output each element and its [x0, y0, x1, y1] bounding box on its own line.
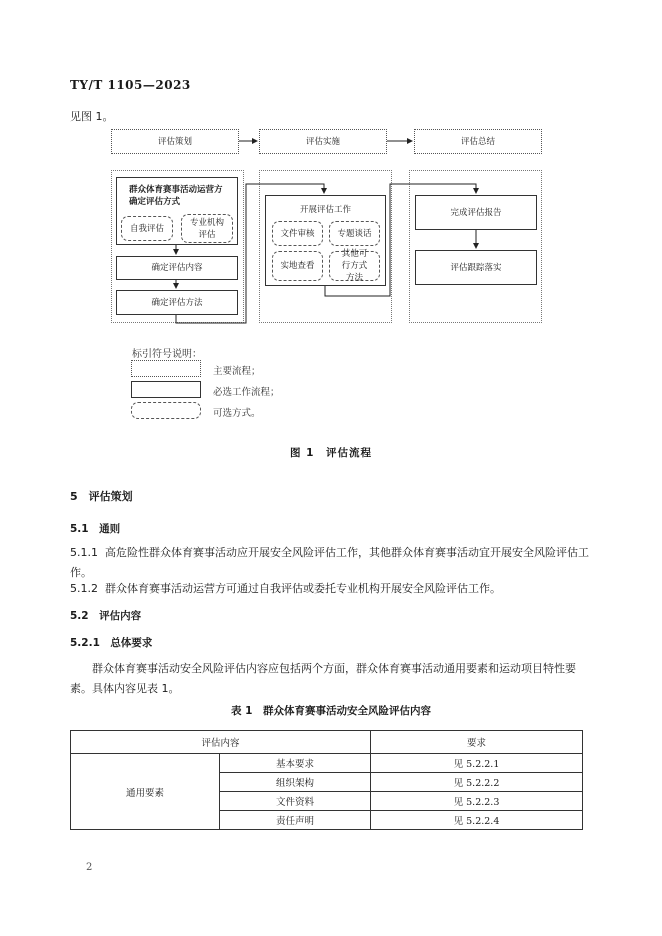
- self-assessment-option: 自我评估: [121, 216, 173, 241]
- summary-region: [409, 170, 542, 323]
- determine-method-box: 确定评估方法: [116, 290, 238, 315]
- legend-main-swatch: [131, 360, 201, 377]
- clause-5-1-2-number: 5.1.2: [70, 582, 98, 595]
- item-cell: 组织架构: [220, 773, 371, 792]
- choose-method-title: 群众体育赛事活动运营方确定评估方式: [129, 185, 223, 207]
- legend-title: 标引符号说明：: [132, 349, 202, 360]
- assessment-content-table: [70, 730, 583, 830]
- document-review-option: 文件审核: [272, 221, 323, 246]
- group-label-cell: 通用要素: [71, 754, 220, 830]
- table-caption: 表 1 群众体育赛事活动安全风险评估内容: [231, 705, 431, 717]
- requirement-cell: 见 5.2.2.1: [371, 754, 583, 773]
- standard-code: TY/T 1105—2023: [70, 78, 191, 92]
- table-row: [71, 754, 583, 773]
- legend-optional-swatch: [131, 402, 201, 419]
- figure-caption: 图 1 评估流程: [290, 447, 372, 459]
- table-header-row: [71, 731, 583, 754]
- header-requirement: 要求: [371, 731, 583, 754]
- header-content: 评估内容: [71, 731, 371, 754]
- see-figure-text: 见图 1。: [70, 110, 114, 123]
- section-5-2-1-heading: 5.2.1 总体要求: [70, 637, 153, 649]
- clause-5-1-1-number: 5.1.1: [70, 546, 98, 559]
- planning-box: 评估策划: [111, 129, 239, 154]
- clause-5-2-1-text: 群众体育赛事活动安全风险评估内容应包括两个方面，群众体育赛事活动通用要素和运动项目特性要素。具体内容见表 1。: [70, 662, 576, 695]
- clause-5-1-1-text: 高危险性群众体育赛事活动应开展安全风险评估工作，其他群众体育赛事活动宜开展安全风险评估工作。: [70, 546, 589, 579]
- follow-up-box: 评估跟踪落实: [415, 250, 537, 285]
- section-5-1-heading: 5.1 通则: [70, 523, 121, 535]
- complete-report-box: 完成评估报告: [415, 195, 537, 230]
- site-visit-option: 实地查看: [272, 251, 323, 281]
- legend-main-label: 主要流程；: [213, 366, 261, 377]
- clause-5-1-2-text: 群众体育赛事活动运营方可通过自我评估或委托专业机构开展安全风险评估工作。: [105, 582, 501, 595]
- agency-assessment-option: 专业机构评估: [181, 214, 233, 243]
- section-5-heading: 5 评估策划: [70, 490, 133, 503]
- other-methods-option: 其他可行方式方法: [329, 251, 380, 281]
- determine-content-box: 确定评估内容: [116, 256, 238, 280]
- legend-required-swatch: [131, 381, 201, 398]
- summary-box: 评估总结: [414, 129, 542, 154]
- requirement-cell: 见 5.2.2.2: [371, 773, 583, 792]
- clause-5-1-2: [70, 579, 590, 599]
- conduct-assessment-title: 开展评估工作: [300, 205, 352, 215]
- interview-option: 专题谈话: [329, 221, 380, 246]
- page-number: 2: [86, 862, 93, 873]
- clause-5-1-1: [70, 543, 590, 583]
- item-cell: 基本要求: [220, 754, 371, 773]
- implementation-box: 评估实施: [259, 129, 387, 154]
- requirement-cell: 见 5.2.2.4: [371, 811, 583, 830]
- section-5-2-heading: 5.2 评估内容: [70, 610, 142, 622]
- item-cell: 文件资料: [220, 792, 371, 811]
- legend-optional-label: 可选方式。: [213, 408, 261, 419]
- item-cell: 责任声明: [220, 811, 371, 830]
- requirement-cell: 见 5.2.2.3: [371, 792, 583, 811]
- legend-required-label: 必选工作流程；: [213, 387, 280, 398]
